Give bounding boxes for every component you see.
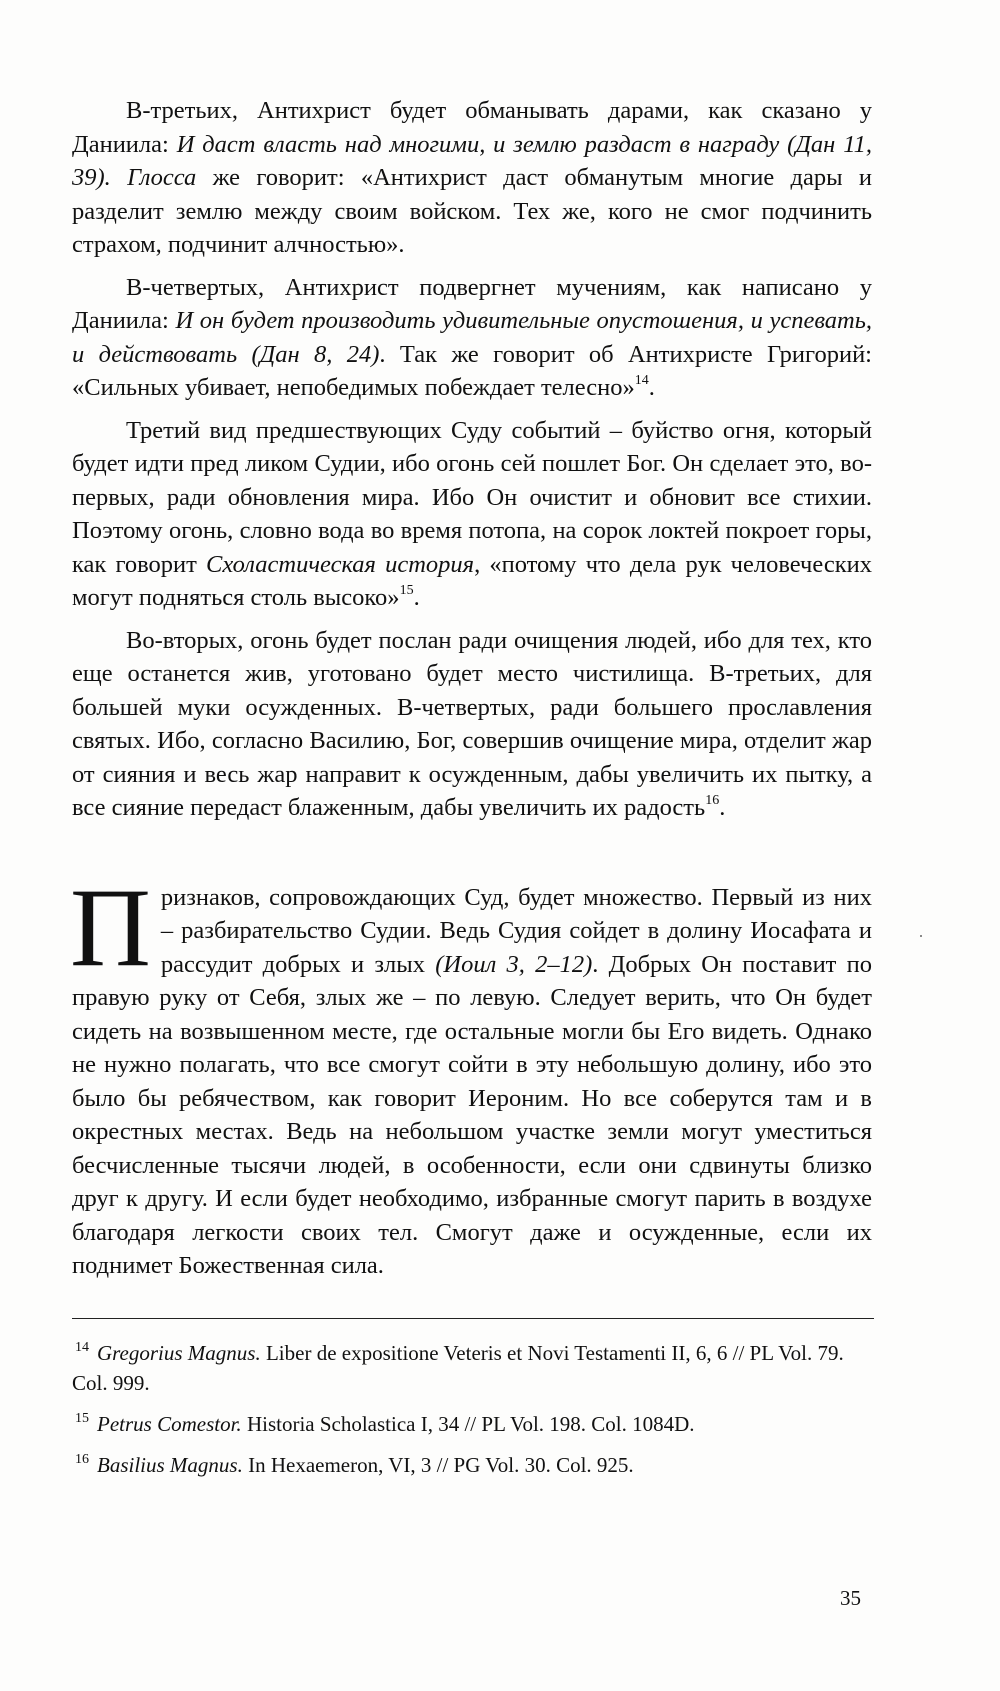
text-run: же говорит: «Антихрист даст обманутым многие дары и разделит землю между своим войском. Тех же, кого не смог подчинить страхом, подчинит алчностью». — [72, 164, 872, 258]
footnote-ref: 14 — [634, 373, 649, 388]
text-run: . — [413, 584, 420, 611]
paragraph — [72, 94, 872, 262]
paragraph — [72, 271, 872, 405]
paragraph — [72, 414, 872, 615]
text-run: , «потому что дела рук человеческих могут подняться столь высоко» — [72, 550, 872, 611]
italic-text: И даст власть над многими, и землю раздаст в награду (Дан 11, 39). Глосса — [72, 130, 872, 191]
drop-cap-initial: П — [70, 865, 151, 990]
text-run: Третий вид предшествующих Суду событий – буйство огня, который будет идти пред ликом Судии, ибо огонь сей пошлет Бог. Он сделает это, во-первых, ради обновления мира. Ибо Он очистит и обновит все стихии. Поэтому огонь, словно вода во время потопа, на сорок локтей покроет горы, как говорит — [72, 416, 872, 578]
text-run: . Так же говорит об Антихристе Григорий: «Сильных убивает, непобедимых побеждает телесно» — [72, 340, 872, 401]
paragraph — [72, 624, 872, 825]
footnote-number: 16 — [75, 1452, 89, 1467]
text-run: . Добрых Он поставит по правую руку от Себя, злых же – по левую. Следует верить, что Он будет сидеть на возвышенном месте, где остальные могли бы Его видеть. Однако не нужно полагать, что все смогут сойти в эту небольшую долину, ибо это было бы ребячеством, как говорит Иероним. Но все соберутся там и в окрестных местах. Ведь на небольшом участке земли могут уместиться бесчисленные тысячи людей, в особенности, если они сдвинуты близко друг к другу. И если будет необходимо, избранные смогут парить в воздухе благодаря легкости своих тел. Смогут даже и осужденные, если их поднимет Божественная сила. — [72, 950, 872, 1279]
footnote-divider — [72, 1318, 874, 1319]
footnote-author: Gregorius Magnus. — [97, 1341, 261, 1365]
text-run: . — [648, 374, 655, 401]
footnote-number: 15 — [75, 1411, 89, 1426]
footnote-text: In Hexaemeron, VI, 3 // PG Vol. 30. Col. 925. — [242, 1453, 634, 1477]
text-run: . — [719, 794, 726, 821]
dropcap-paragraph — [70, 865, 872, 1283]
footnote-text: Liber de expositione Veteris et Novi Testamenti II, 6, 6 // PL Vol. 79. Col. 999. — [72, 1341, 844, 1395]
footnote-ref: 16 — [705, 793, 720, 808]
footnote-author: Basilius Magnus. — [97, 1453, 243, 1477]
footnote — [72, 1333, 872, 1398]
footnote-author: Petrus Comestor. — [97, 1412, 242, 1436]
body-text — [72, 94, 872, 1292]
footnote — [72, 1445, 872, 1480]
italic-text: (Иоил 3, 2–12) — [435, 950, 593, 978]
italic-text: Схоластическая история — [206, 550, 475, 578]
text-run: В-третьих, Антихрист будет обманывать дарами, как сказано у Даниила: — [72, 97, 872, 158]
page-number: 35 — [840, 1586, 861, 1610]
text-run: В-четвертых, Антихрист подвергнет мучениям, как написано у Даниила: — [72, 273, 872, 334]
print-speck — [920, 935, 922, 937]
text-run: ризнаков, сопровождающих Суд, будет множество. Первый из них – разбирательство Судии. Ведь Судия сойдет в долину Иосафата и рассудит добрых и злых — [160, 883, 872, 978]
text-run: Во-вторых, огонь будет послан ради очищения людей, ибо для тех, кто еще останется жив, уготовано будет место чистилища. В-третьих, для большей муки осужденных. В-четвертых, ради большего прославления святых. Ибо, согласно Василию, Бог, совершив очищение мира, отделит жар от сияния и весь жар направит к осужденным, дабы увеличить их пытку, а все сияние передаст блаженным, дабы увеличить их радость — [72, 626, 872, 821]
italic-text: И он будет производить удивительные опустошения, и успевать, и действовать (Дан 8, 24) — [72, 307, 873, 368]
section-gap — [72, 825, 872, 881]
footnote-ref: 15 — [399, 583, 414, 598]
footnote-number: 14 — [75, 1340, 89, 1355]
footnote — [72, 1404, 872, 1439]
footnotes — [72, 1333, 872, 1486]
dropcap-paragraph-text — [70, 865, 872, 1280]
footnote-text: Historia Scholastica I, 34 // PL Vol. 198. Col. 1084D. — [241, 1412, 695, 1436]
